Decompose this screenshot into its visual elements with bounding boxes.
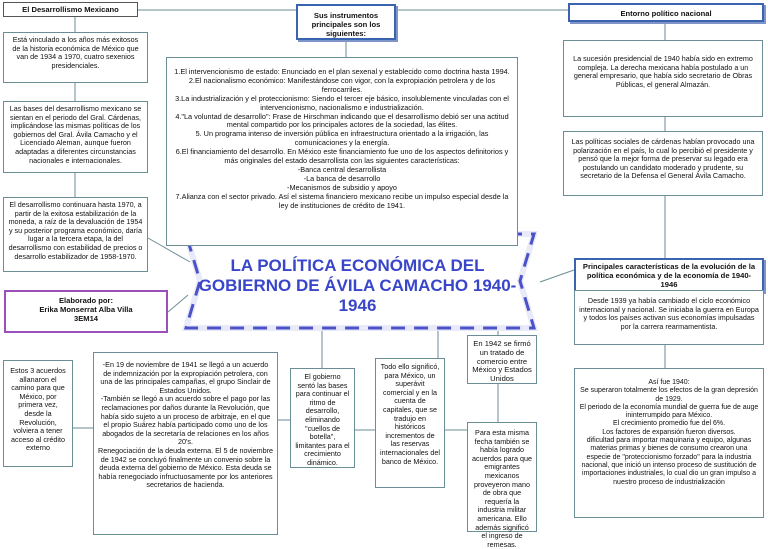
government-node: El gobierno sentó las bases para continuar el ritmo de desarrollo, eliminando "cuellos de botella", limitantes para el crecimiento dinámico. (290, 368, 355, 468)
author-label: Elaborado por: (58, 296, 113, 305)
entorno-node-1: La sucesión presidencial de 1940 había sido en extremo compleja. La derecha mexicana había postulado a un general empresario, que había sido secretario de Obras Públicas, el general Almazán. (563, 40, 763, 117)
features-node-1: Desde 1939 ya había cambiado el ciclo económico internacional y nacional. Se iniciaba la guerra en Europa y todos los países activan sus economías impulsadas por la carrera rearmamentista. (574, 290, 764, 345)
heading-instruments: Sus instrumentos principales son los siguientes: (296, 4, 396, 40)
instrument-item: 4."La voluntad de desarrollo": Frase de Hirschman indicando que el desarrollismo debió ser una actitud mental compartido por los principales actores de la sociedad, las élites. (175, 111, 509, 130)
author-box (4, 290, 168, 333)
instrument-item: 7.Alianza con el sector privado. Así el sistema financiero mexicano recibe un impulso especial desde la ley de instituciones de crédito de 1941. (175, 191, 509, 210)
instrument-subitem: -La banca de desarrollo (303, 173, 381, 183)
central-title: LA POLÍTICA ECONÓMICA DEL GOBIERNO DE ÁVILA CAMACHO 1940-1946 (198, 256, 517, 315)
features-node-2: Así fue 1940: Se superaron totalmente los efectos de la gran depresión de 1929. El periodo de la economía mundial de guerra fue de auge ininterrumpido para México. El crecimiento promedio fue del 6%. Los factores de expansión fueron diversos. dificultad para importar maquinaria y equipo, algunas materias primas y bienes de consumo crearon una especie de "proteccionismo forzado" para la industria nacional, que inició un intenso proceso de sustitución de importaciones industriales, lo cual dio un gran impulso a nuestro proceso de industrialización (574, 368, 764, 518)
instruments-list (166, 57, 518, 246)
instrument-subitem: -Banca central desarrollista (297, 164, 387, 174)
desarrollismo-node-3: El desarrollismo continuara hasta 1970, a partir de la exitosa estabilización de la moneda, a raíz de la devaluación de 1954 y su posterior programa económico, daría lugar a la tercera etapa, la del desarrollismo con estabilidad de precios o desarrollo estabilizador de 1958-1970. (3, 197, 148, 272)
heading-desarrollismo: El Desarrollismo Mexicano (3, 2, 138, 17)
instrument-item: 2.El nacionalismo económico: Manifestándose con vigor, con la expropiación petrolera y de los ferrocarriles. (188, 75, 496, 94)
heading-entorno: Entorno político nacional (568, 3, 764, 22)
instrument-item: 1.El intervencionismo de estado: Enunciado en el plan sexenal y establecido como doctrina hasta 1994. (174, 67, 510, 76)
instrument-subitem: -Mecanismos de subsidio y apoyo (287, 182, 397, 192)
emigrants-node: Para esta misma fecha también se había logrado acuerdos para que emigrantes mexicanos proveyeron mano de obra que requería la industria militar americana. Ello además significó el ingreso de remesas. (467, 422, 537, 532)
instrument-item: 3.La industrialización y el proteccionismo: Siendo el tercer eje básico, insolublemente vinculadas con el intervencionismo, nacionalismo e industrialización. (175, 93, 509, 112)
debt-node: -En 19 de noviembre de 1941 se llegó a un acuerdo de indemnización por la expropiación petrolera, con una de las principales campañas, el grupo Sinclair de Estados Unidos. -También se llegó a un acuerdo sobre el pago por las reclamaciones por daños durante la Revolución, que había sido sujeto a un proceso de arbitraje, en el que el propio Suárez había participado como uno de los abogados de la secretaría de relaciones en los años 20's. Renegociación de la deuda externa. El 5 de noviembre de 1942 se concluyó finalmente un convenio sobre la deuda externa del gobierno de México. Esta deuda se había renegociado infructuosamente por los anteriores secretarios de hacienda. (93, 352, 278, 535)
author-group: 3EM14 (73, 314, 99, 323)
instrument-item: 6.El financiamiento del desarrollo. En México este financiamiento fue uno de los aspectos definitorios y más originales del estado desarrollista con las siguientes características: (175, 147, 509, 166)
author-name: Erika Monserrat Alba Villa (39, 305, 133, 314)
treaty-node: En 1942 se firmó un tratado de comercio entre México y Estados Unidos (467, 335, 537, 384)
instrument-item: 5. Un programa intenso de inversión pública en infraestructura orientado a la irrigación, las comunicaciones y la energía. (195, 129, 489, 148)
heading-features: Principales características de la evolución de la política económica y de la economía de 1940-1946 (574, 258, 764, 292)
meaning-node: Todo ello significó, para México, un superávit comercial y en la cuenta de capitales, que se tradujo en históricos incrementos de las reservas internacionales del banco de México. (375, 358, 445, 488)
entorno-node-2: Las políticas sociales de cárdenas habían provocado una polarización en el país, lo cual lo percibió el presidente y pensó que la mejor forma de preservar su legado era postulando un candidato moderado y prudente, su secretario de la Defensa el General Ávila Camacho. (563, 131, 763, 196)
desarrollismo-node-2: Las bases del desarrollismo mexicano se sientan en el periodo del Gral. Cárdenas, implicándose las mismas políticas de los gobiernos del Gral. Ávila Camacho y el Licenciado Aleman, aunque fueron adaptadas a diferentes circunstancias nacionales e internacionales. (3, 101, 148, 173)
agreements-node: Estos 3 acuerdos allanaron el camino para que México, por primera vez, desde la Revolución, volviera a tener acceso al crédito externo (3, 360, 73, 467)
desarrollismo-node-1: Está vinculado a los años más exitosos de la historia económica de México que van de 1934 a 1970, cuatro sexenios presidenciales. (3, 32, 148, 83)
